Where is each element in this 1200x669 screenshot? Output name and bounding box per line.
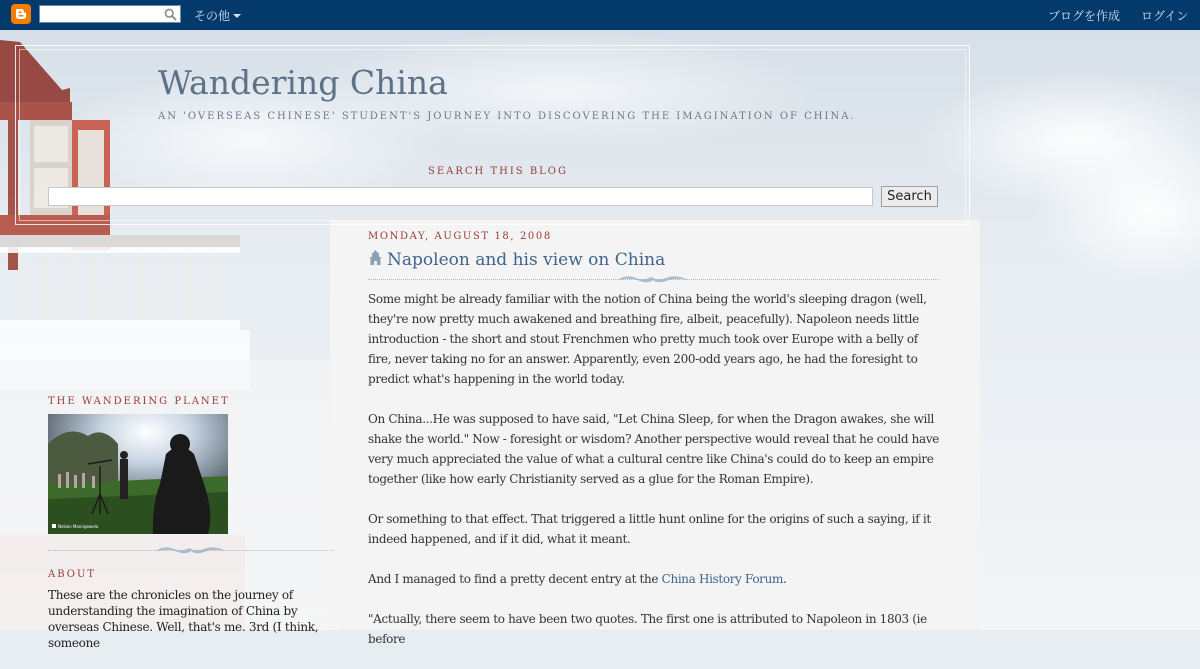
navbar-search-box[interactable] <box>39 5 181 23</box>
search-button[interactable]: Search <box>881 186 938 207</box>
blogger-logo-icon[interactable] <box>11 4 31 24</box>
post-date: MONDAY, AUGUST 18, 2008 <box>368 231 552 242</box>
navbar-search-input[interactable] <box>42 7 160 21</box>
pagoda-icon <box>368 250 383 266</box>
china-history-forum-link[interactable]: China History Forum <box>661 572 783 586</box>
more-menu[interactable] <box>194 7 241 24</box>
post-title-text: Napoleon and his view on China <box>387 250 666 270</box>
post-body <box>368 289 940 669</box>
forum-prefix: And I managed to find a pretty decent entry at the <box>368 572 662 586</box>
flourish-ornament-icon <box>616 273 690 285</box>
photo-credit: Nelson Manirgewelo <box>58 524 99 529</box>
search-icon[interactable] <box>164 8 177 21</box>
post-paragraph: Or something to that effect. That triggered a little hunt online for the origins of such a saying, if it indeed happened, and if it did, what it meant. <box>368 512 931 546</box>
post-title[interactable] <box>368 250 665 270</box>
about-text: These are the chronicles on the journey of understanding the imagination of China by overseas Chinese. Well, that's me. 3rd (I think, someone <box>48 588 319 650</box>
login-link[interactable]: ログイン <box>1141 9 1189 23</box>
about-heading: ABOUT <box>48 569 97 580</box>
post-paragraph: Some might be already familiar with the notion of China being the world's sleeping dragon (well, they're now pretty much awakened and breathing fire, albeit, peacefully). Napoleon needs little introduction - the short and stout Frenchmen who pretty much took over Europe with a belly of fire, never taking no for an answer. Apparently, even 200-odd years ago, he had the foresight to predict what's happening in the world today. <box>368 292 927 386</box>
search-heading: SEARCH THIS BLOG <box>428 166 568 177</box>
blog-description: AN 'OVERSEAS CHINESE' STUDENT'S JOURNEY INTO DISCOVERING THE IMAGINATION OF CHINA. <box>158 111 856 122</box>
post-paragraph-forum <box>368 569 940 589</box>
wandering-planet-heading: THE WANDERING PLANET <box>48 396 230 407</box>
post-paragraph-quote: "Actually, there seem to have been two quotes. The first one is attributed to Napoleon in 1803 (ie before <box>368 612 927 646</box>
blog-title[interactable]: Wandering China <box>158 63 448 102</box>
create-blog-link[interactable]: ブログを作成 <box>1048 9 1121 23</box>
flourish-ornament-icon <box>154 544 228 556</box>
forum-suffix: . <box>782 572 787 586</box>
post-paragraph: On China...He was supposed to have said, "Let China Sleep, for when the Dragon awakes, she will shake the world." Now - foresight or wisdom? Another perspective would reveal that he could have very much appreciated the value of what a cultural centre like China's could do to keep an empire together (like how early Christianity served as a glue for the Roman Empire). <box>368 412 940 486</box>
wandering-planet-photo[interactable] <box>48 414 228 534</box>
blogger-navbar <box>0 0 1200 30</box>
more-menu-label: その他 <box>194 9 231 23</box>
blog-search-input[interactable] <box>48 187 873 206</box>
chevron-down-icon <box>233 14 241 18</box>
